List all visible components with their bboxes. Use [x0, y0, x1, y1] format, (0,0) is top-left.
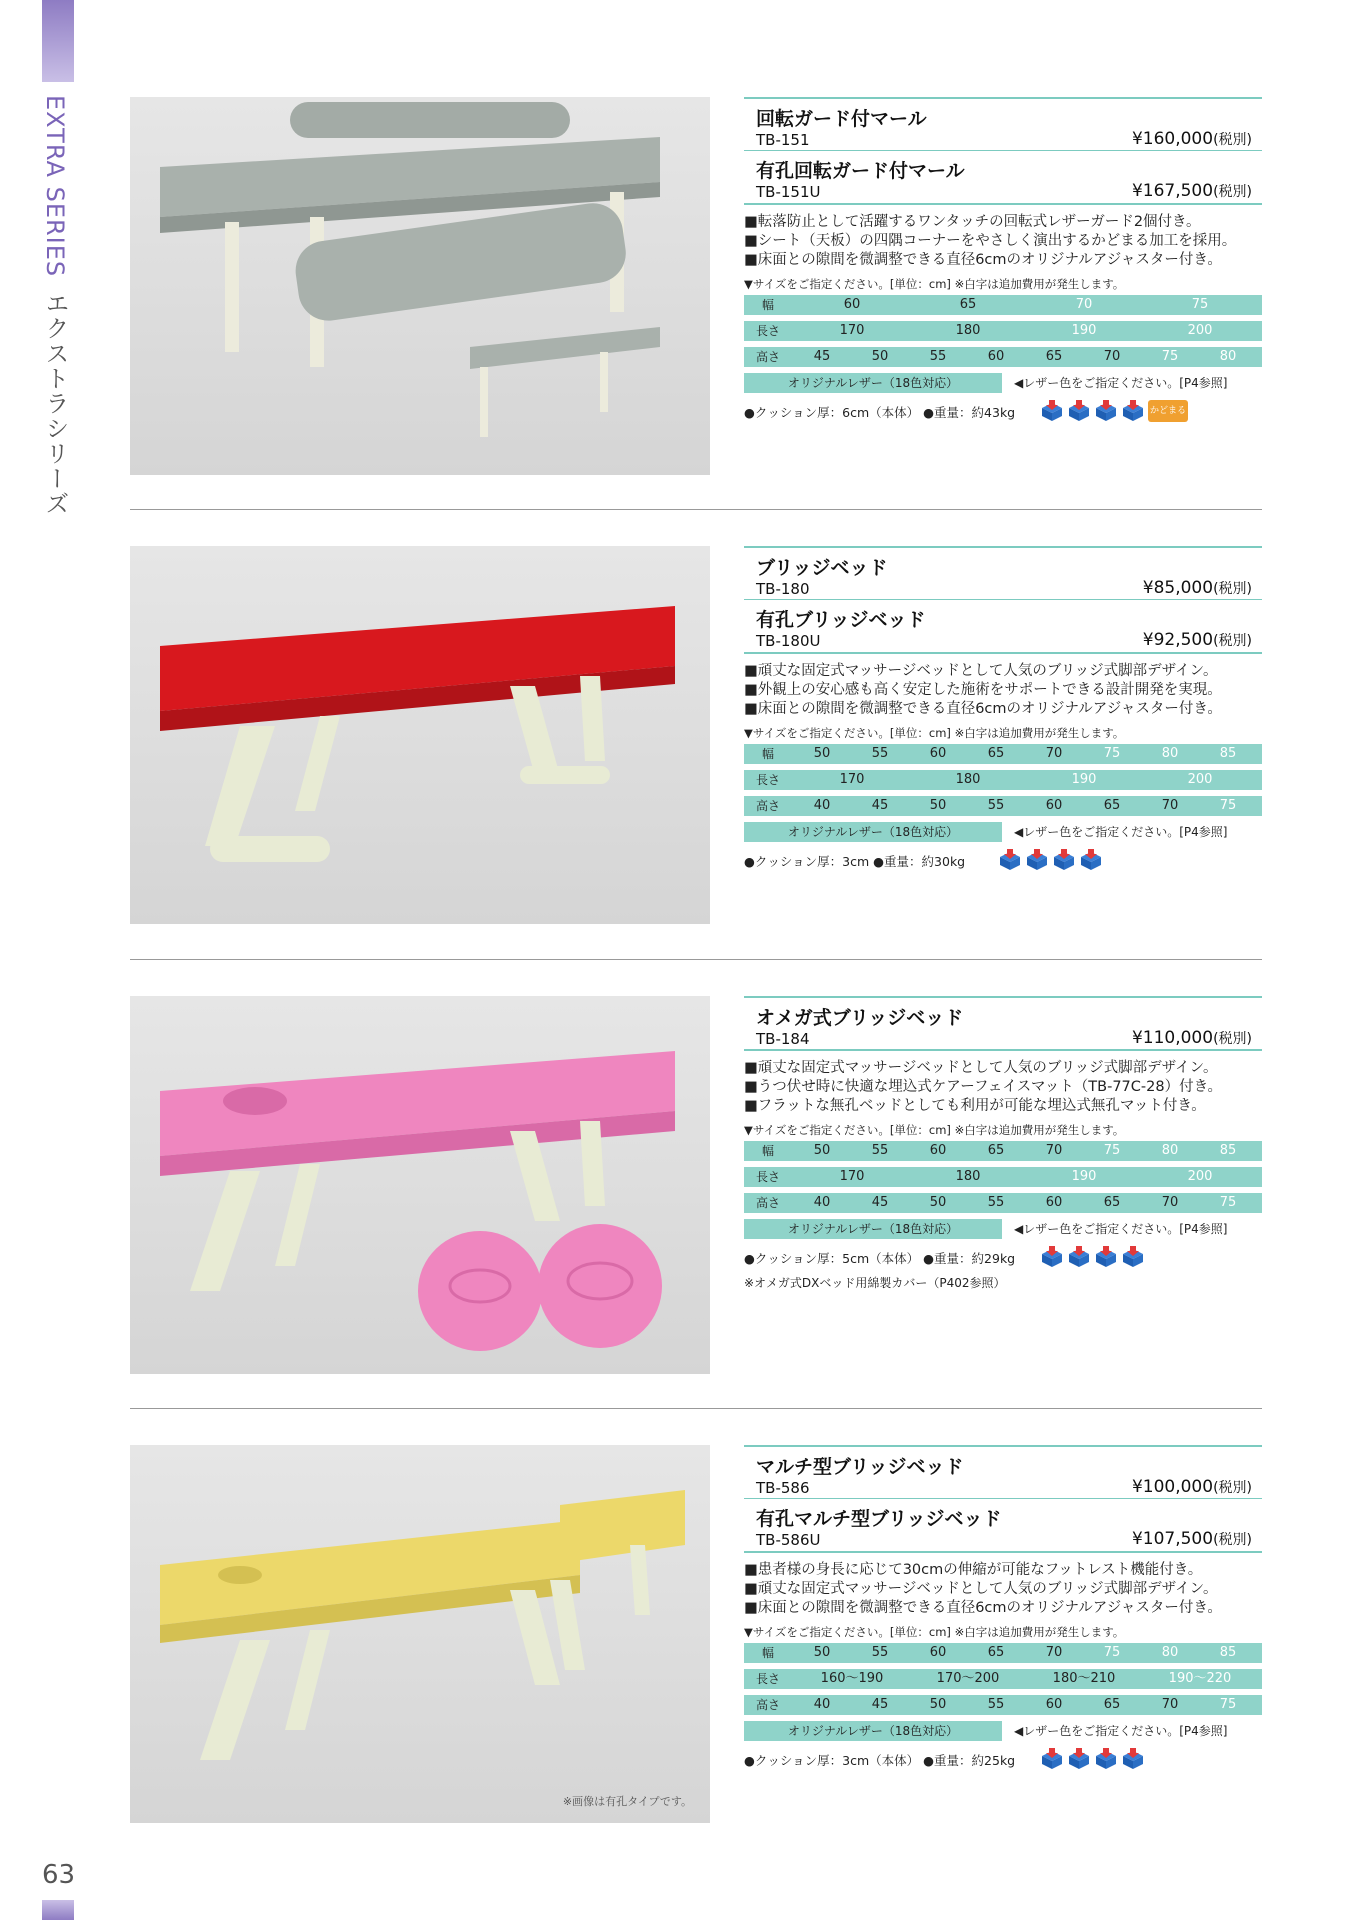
row-label: 幅 [761, 747, 774, 761]
cover-note: ※オメガ式DXベッド用綿製カバー（P402参照） [744, 1276, 1006, 1290]
size-cell: 70 [1103, 349, 1121, 364]
size-note: ▼サイズをご指定ください。[単位：cm] ※白字は追加費用が発生します。 [744, 277, 1125, 291]
size-cell: 200 [1187, 772, 1213, 787]
size-cell: 40 [813, 1195, 831, 1210]
size-cell: 75 [1191, 297, 1209, 312]
product-name: ブリッジベッド [756, 557, 888, 579]
adjuster-icon [1121, 1748, 1145, 1770]
size-cell: 70 [1045, 1143, 1063, 1158]
kadomaru-badge: かどまる [1148, 400, 1188, 422]
length-row [744, 1167, 1262, 1187]
size-cell: 200 [1187, 1169, 1213, 1184]
size-cell: 40 [813, 1697, 831, 1712]
leather-option [744, 373, 1262, 393]
adjuster-icon [1025, 849, 1049, 871]
product-code: TB-586 [756, 1479, 810, 1497]
spec-line [744, 1246, 1262, 1272]
size-cell: 65 [1103, 1195, 1121, 1210]
size-cell: 70 [1161, 798, 1179, 813]
size-note: ▼サイズをご指定ください。[単位：cm] ※白字は追加費用が発生します。 [744, 726, 1125, 740]
adjuster-icon [1067, 1246, 1091, 1268]
size-cell: 45 [871, 798, 889, 813]
product-name: マルチ型ブリッジベッド [756, 1456, 964, 1478]
adjuster-icon [1094, 1246, 1118, 1268]
size-cell: 50 [929, 798, 947, 813]
length-row [744, 321, 1262, 341]
size-cell: 85 [1219, 1645, 1237, 1660]
product-price: ¥110,000(税別) [1131, 1028, 1252, 1048]
size-cell: 80 [1161, 1143, 1179, 1158]
adjuster-icon [1040, 400, 1064, 422]
size-table [744, 295, 1262, 367]
size-cell: 170 [839, 1169, 865, 1184]
size-cell: 160〜190 [820, 1671, 884, 1686]
product-entry [744, 1498, 1262, 1551]
product-price: ¥167,500(税別) [1131, 181, 1252, 201]
product-photo [130, 996, 710, 1374]
spec-line [744, 849, 1262, 875]
leather-label: オリジナルレザー（18色対応） [744, 1219, 1002, 1239]
product-price: ¥100,000(税別) [1131, 1477, 1252, 1497]
size-cell: 50 [813, 1645, 831, 1660]
product-code: TB-184 [756, 1030, 810, 1048]
product-name: 有孔ブリッジベッド [756, 609, 926, 631]
size-cell: 60 [929, 1143, 947, 1158]
feature-item: ■フラットな無孔ベッドとしても利用が可能な埋込式無孔マット付き。 [744, 1098, 1206, 1114]
bed-illustration [130, 996, 710, 1374]
product-name: 有孔回転ガード付マール [756, 160, 965, 182]
size-cell: 55 [987, 1195, 1005, 1210]
leather-note: ◀レザー色をご指定ください。[P4参照] [1014, 1724, 1228, 1738]
size-cell: 50 [813, 746, 831, 761]
adjuster-icon [998, 849, 1022, 871]
size-cell: 75 [1219, 1195, 1237, 1210]
product-code: TB-180 [756, 580, 810, 598]
width-row [744, 295, 1262, 315]
product-section-tb151 [130, 97, 1260, 477]
bed-illustration [130, 1445, 710, 1823]
leather-note: ◀レザー色をご指定ください。[P4参照] [1014, 1222, 1228, 1236]
size-cell: 65 [987, 746, 1005, 761]
spec-text: ●クッション厚：5cm（本体） ●重量：約29kg [744, 1251, 1016, 1266]
adjuster-icon [1040, 1748, 1064, 1770]
row-label: 長さ [755, 1672, 780, 1686]
size-cell: 80 [1219, 349, 1237, 364]
bed-illustration [130, 97, 710, 475]
size-cell: 45 [813, 349, 831, 364]
adjuster-icon [1094, 400, 1118, 422]
size-cell: 70 [1075, 297, 1093, 312]
product-code: TB-180U [756, 632, 821, 650]
row-label: 幅 [761, 298, 774, 312]
feature-item: ■頑丈な固定式マッサージベッドとして人気のブリッジ式脚部デザイン。 [744, 1060, 1218, 1076]
length-row [744, 1669, 1262, 1689]
product-entry [744, 996, 1262, 1049]
size-cell: 65 [959, 297, 977, 312]
size-cell: 80 [1161, 746, 1179, 761]
size-cell: 200 [1187, 323, 1213, 338]
size-cell: 65 [987, 1645, 1005, 1660]
size-cell: 190 [1071, 1169, 1097, 1184]
size-cell: 85 [1219, 746, 1237, 761]
height-row [744, 1695, 1262, 1715]
size-cell: 55 [987, 1697, 1005, 1712]
feature-item: ■外観上の安心感も高く安定した施術をサポートできる設計開発を実現。 [744, 682, 1222, 698]
feature-item: ■転落防止として活躍するワンタッチの回転式レザーガード2個付き。 [744, 214, 1201, 230]
product-entry [744, 1445, 1262, 1498]
adjuster-icon [1094, 1748, 1118, 1770]
size-cell: 180 [955, 323, 981, 338]
row-label: 長さ [755, 1170, 780, 1184]
product-name: 回転ガード付マール [756, 108, 927, 130]
size-cell: 40 [813, 798, 831, 813]
size-cell: 75 [1161, 349, 1179, 364]
size-cell: 60 [1045, 1697, 1063, 1712]
product-info [744, 996, 1262, 1291]
size-table [744, 1643, 1262, 1715]
feature-list [744, 1059, 1262, 1116]
feature-item: ■頑丈な固定式マッサージベッドとして人気のブリッジ式脚部デザイン。 [744, 663, 1218, 679]
size-cell: 55 [929, 349, 947, 364]
product-code: TB-586U [756, 1531, 821, 1549]
section-divider [130, 959, 1262, 960]
row-label: 高さ [755, 799, 780, 813]
spec-text: ●クッション厚：6cm（本体） ●重量：約43kg [744, 405, 1016, 420]
size-cell: 180 [955, 772, 981, 787]
product-price: ¥85,000(税別) [1142, 578, 1252, 598]
size-cell: 65 [1045, 349, 1063, 364]
height-row [744, 347, 1262, 367]
product-section-tb184 [130, 996, 1260, 1376]
size-cell: 55 [871, 746, 889, 761]
product-name: オメガ式ブリッジベッド [756, 1007, 964, 1029]
size-cell: 70 [1045, 746, 1063, 761]
section-divider [130, 1408, 1262, 1409]
spec-line [744, 1748, 1262, 1774]
size-cell: 190〜220 [1168, 1671, 1232, 1686]
feature-list [744, 1561, 1262, 1618]
product-section-tb586 [130, 1445, 1260, 1825]
size-cell: 170〜200 [936, 1671, 1000, 1686]
adjuster-icon [1052, 849, 1076, 871]
spec-text: ●クッション厚：3cm ●重量：約30kg [744, 854, 966, 869]
product-section-tb180 [130, 546, 1260, 926]
size-cell: 190 [1071, 323, 1097, 338]
size-cell: 65 [1103, 798, 1121, 813]
product-photo [130, 1445, 710, 1823]
leather-note: ◀レザー色をご指定ください。[P4参照] [1014, 825, 1228, 839]
product-entry [744, 97, 1262, 150]
feature-item: ■うつ伏せ時に快適な埋込式ケアーフェイスマット（TB-77C-28）付き。 [744, 1079, 1223, 1095]
side-color-bar-bottom [42, 1900, 74, 1920]
width-row [744, 1643, 1262, 1663]
feature-item: ■床面との隙間を微調整できる直径6cmのオリジナルアジャスター付き。 [744, 1600, 1222, 1616]
size-cell: 60 [929, 1645, 947, 1660]
size-cell: 190 [1071, 772, 1097, 787]
feature-item: ■シート（天板）の四隅コーナーをやさしく演出するかどまる加工を採用。 [744, 233, 1237, 249]
product-entry [744, 150, 1262, 203]
product-code: TB-151 [756, 131, 810, 149]
size-cell: 45 [871, 1697, 889, 1712]
size-cell: 60 [929, 746, 947, 761]
size-cell: 60 [1045, 798, 1063, 813]
feature-list [744, 662, 1262, 719]
size-cell: 70 [1161, 1697, 1179, 1712]
size-table [744, 1141, 1262, 1213]
leather-label: オリジナルレザー（18色対応） [744, 822, 1002, 842]
size-cell: 55 [987, 798, 1005, 813]
page-number: 63 [42, 1860, 76, 1890]
feature-list [744, 213, 1262, 270]
product-entry [744, 599, 1262, 652]
height-row [744, 796, 1262, 816]
feature-icons [1040, 400, 1188, 422]
adjuster-icon [1121, 400, 1145, 422]
size-cell: 65 [987, 1143, 1005, 1158]
product-price: ¥92,500(税別) [1142, 630, 1252, 650]
size-cell: 50 [813, 1143, 831, 1158]
size-cell: 180〜210 [1052, 1671, 1116, 1686]
size-cell: 75 [1103, 1143, 1121, 1158]
product-photo [130, 546, 710, 924]
size-table [744, 744, 1262, 816]
row-label: 高さ [755, 1196, 780, 1210]
adjuster-icon [1121, 1246, 1145, 1268]
row-label: 幅 [761, 1646, 774, 1660]
feature-icons [1040, 1246, 1145, 1268]
size-cell: 170 [839, 323, 865, 338]
size-cell: 45 [871, 1195, 889, 1210]
row-label: 高さ [755, 1698, 780, 1712]
size-cell: 75 [1219, 798, 1237, 813]
row-label: 高さ [755, 350, 780, 364]
size-note: ▼サイズをご指定ください。[単位：cm] ※白字は追加費用が発生します。 [744, 1123, 1125, 1137]
size-cell: 60 [1045, 1195, 1063, 1210]
product-price: ¥160,000(税別) [1131, 129, 1252, 149]
width-row [744, 744, 1262, 764]
feature-item: ■患者様の身長に応じて30cmの伸縮が可能なフットレスト機能付き。 [744, 1562, 1203, 1578]
feature-item: ■頑丈な固定式マッサージベッドとして人気のブリッジ式脚部デザイン。 [744, 1581, 1218, 1597]
feature-item: ■床面との隙間を微調整できる直径6cmのオリジナルアジャスター付き。 [744, 701, 1222, 717]
size-cell: 60 [987, 349, 1005, 364]
series-title: EXTRA SERIESエクストラシリーズ [41, 95, 69, 517]
product-entry [744, 546, 1262, 599]
feature-item: ■床面との隙間を微調整できる直径6cmのオリジナルアジャスター付き。 [744, 252, 1222, 268]
product-name: 有孔マルチ型ブリッジベッド [756, 1508, 1002, 1530]
size-note: ▼サイズをご指定ください。[単位：cm] ※白字は追加費用が発生します。 [744, 1625, 1125, 1639]
size-cell: 75 [1103, 746, 1121, 761]
spec-line [744, 400, 1262, 426]
product-photo [130, 97, 710, 475]
size-cell: 170 [839, 772, 865, 787]
size-cell: 85 [1219, 1143, 1237, 1158]
photo-note: ※画像は有孔タイプです。 [562, 1795, 692, 1808]
leather-option [744, 1219, 1262, 1239]
side-color-bar [42, 0, 74, 82]
row-label: 長さ [755, 773, 780, 787]
size-cell: 55 [871, 1645, 889, 1660]
size-cell: 50 [871, 349, 889, 364]
product-info [744, 97, 1262, 426]
product-code: TB-151U [756, 183, 821, 201]
size-cell: 50 [929, 1697, 947, 1712]
product-info [744, 546, 1262, 875]
row-label: 長さ [755, 324, 780, 338]
size-cell: 65 [1103, 1697, 1121, 1712]
row-label: 幅 [761, 1144, 774, 1158]
spec-text: ●クッション厚：3cm（本体） ●重量：約25kg [744, 1753, 1016, 1768]
feature-icons [1040, 1748, 1145, 1770]
leather-option [744, 822, 1262, 842]
leather-label: オリジナルレザー（18色対応） [744, 1721, 1002, 1741]
adjuster-icon [1079, 849, 1103, 871]
adjuster-icon [1040, 1246, 1064, 1268]
size-cell: 75 [1219, 1697, 1237, 1712]
width-row [744, 1141, 1262, 1161]
size-cell: 70 [1161, 1195, 1179, 1210]
product-info [744, 1445, 1262, 1774]
adjuster-icon [1067, 400, 1091, 422]
size-cell: 70 [1045, 1645, 1063, 1660]
section-divider [130, 509, 1262, 510]
feature-icons [998, 849, 1103, 871]
size-cell: 180 [955, 1169, 981, 1184]
size-cell: 50 [929, 1195, 947, 1210]
length-row [744, 770, 1262, 790]
size-cell: 75 [1103, 1645, 1121, 1660]
leather-option [744, 1721, 1262, 1741]
size-cell: 80 [1161, 1645, 1179, 1660]
height-row [744, 1193, 1262, 1213]
product-price: ¥107,500(税別) [1131, 1529, 1252, 1549]
bed-illustration [130, 546, 710, 924]
size-cell: 55 [871, 1143, 889, 1158]
leather-note: ◀レザー色をご指定ください。[P4参照] [1014, 376, 1228, 390]
adjuster-icon [1067, 1748, 1091, 1770]
leather-label: オリジナルレザー（18色対応） [744, 373, 1002, 393]
size-cell: 60 [843, 297, 861, 312]
